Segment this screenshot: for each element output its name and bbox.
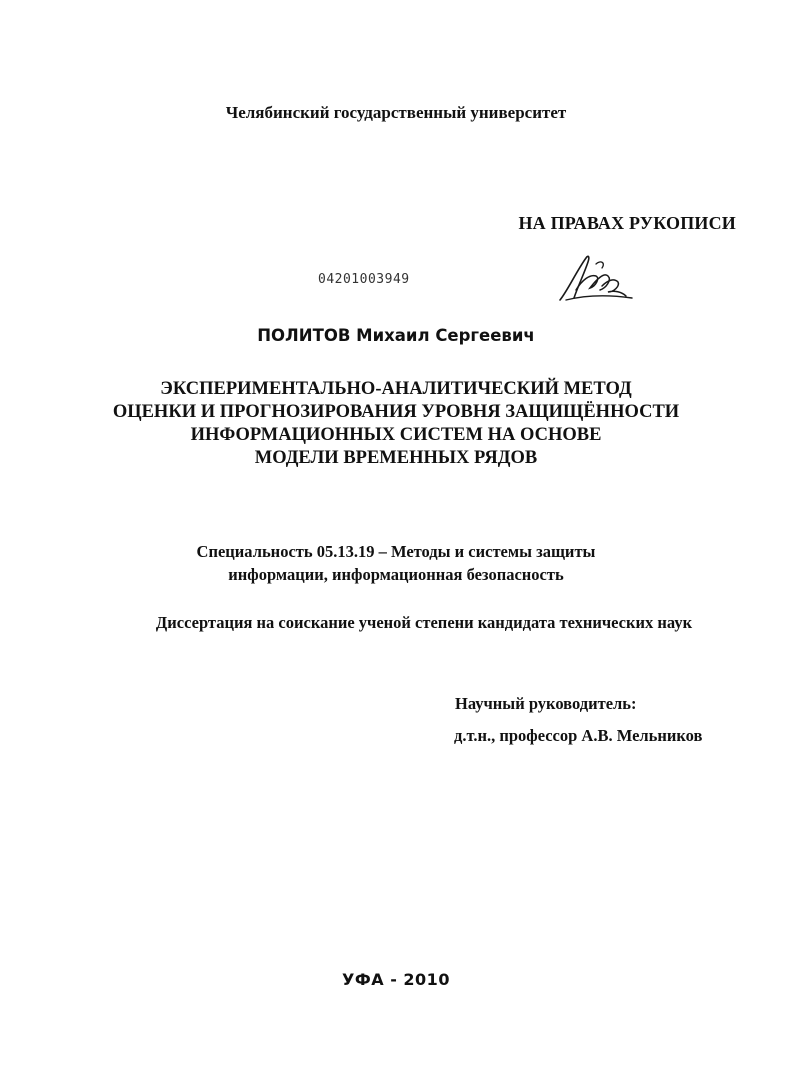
- advisor-label: Научный руководитель:: [455, 694, 637, 713]
- advisor-name: д.т.н., профессор А.В. Мельников: [454, 726, 703, 745]
- city-year: УФА - 2010: [342, 970, 450, 989]
- inventory-number: 04201003949: [318, 272, 410, 287]
- signature-icon: [556, 250, 636, 310]
- specialty-line: Специальность 05.13.19 – Методы и системы защиты: [196, 542, 596, 561]
- title-line: ИНФОРМАЦИОННЫХ СИСТЕМ НА ОСНОВЕ: [190, 425, 602, 445]
- degree-statement: Диссертация на соискание ученой степени кандидата технических наук: [155, 613, 693, 632]
- specialty: [0, 540, 792, 586]
- manuscript-rights-label: НА ПРАВАХ РУКОПИСИ: [518, 213, 736, 233]
- university-name: Челябинский государственный университет: [225, 103, 567, 122]
- title-line: ОЦЕНКИ И ПРОГНОЗИРОВАНИЯ УРОВНЯ ЗАЩИЩЁННОСТИ: [112, 402, 680, 422]
- author-name: ПОЛИТОВ Михаил Сергеевич: [257, 326, 535, 345]
- specialty-line: информации, информационная безопасность: [228, 565, 564, 584]
- dissertation-title: [0, 378, 792, 470]
- title-line: МОДЕЛИ ВРЕМЕННЫХ РЯДОВ: [254, 448, 538, 468]
- title-line: ЭКСПЕРИМЕНТАЛЬНО-АНАЛИТИЧЕСКИЙ МЕТОД: [160, 379, 632, 399]
